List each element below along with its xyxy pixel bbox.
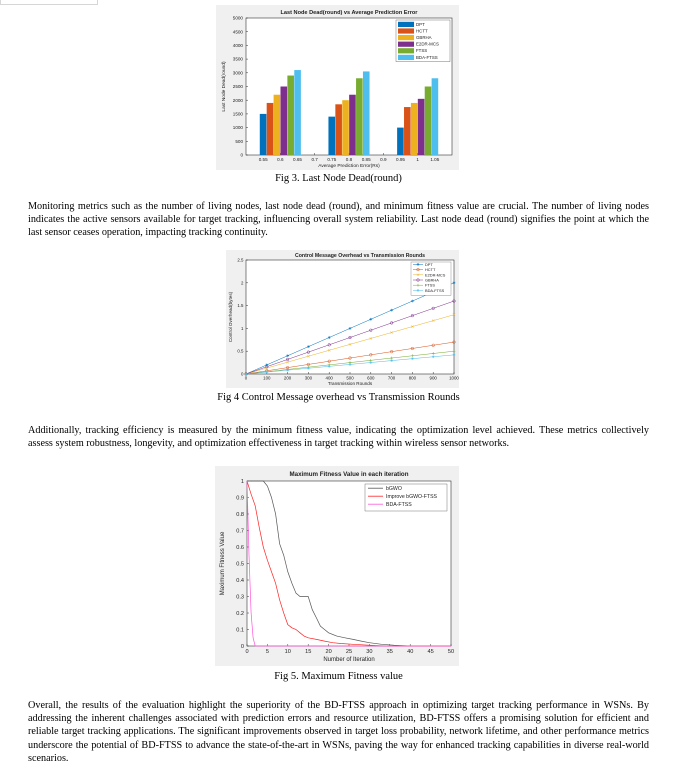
- bar: [411, 103, 418, 155]
- x-tick-label: 500: [346, 375, 354, 381]
- y-tick-label: 0.1: [236, 627, 244, 634]
- figure-3-caption: Fig 3. Last Node Dead(round): [275, 173, 402, 184]
- y-tick-label: 0.2: [236, 611, 244, 617]
- bar: [328, 117, 335, 155]
- data-point-marker: [417, 263, 420, 266]
- bar: [404, 107, 411, 155]
- x-tick-label: 40: [407, 649, 414, 655]
- bar: [397, 128, 404, 155]
- x-tick-label: 20: [325, 649, 332, 655]
- data-point-marker: [286, 354, 289, 357]
- bar: [363, 71, 370, 155]
- bar: [425, 87, 432, 156]
- x-tick-label: 700: [387, 375, 396, 381]
- x-axis-label: Number of Iteration: [323, 657, 375, 663]
- x-tick-label: 0.9: [380, 157, 387, 162]
- x-tick-label: 15: [305, 649, 312, 655]
- paragraph-tracking-efficiency: Additionally, tracking efficiency is measured by the minimum fitness value, indicating the optimization level achieved. These metrics collectively assess system robustness, longevity, and optimization effectiveness in target tracking within wireless sensor networks.: [28, 425, 649, 450]
- figure-4: [226, 250, 459, 388]
- figure-5-caption: Fig 5. Maximum Fitness value: [274, 671, 403, 682]
- x-tick-label: 900: [429, 375, 437, 381]
- legend-label: FTSS: [416, 48, 428, 54]
- legend-swatch: [398, 22, 414, 27]
- data-point-marker: [286, 369, 289, 372]
- x-tick-label: 0.6: [277, 157, 284, 162]
- x-tick-label: 1: [416, 157, 419, 162]
- legend-label: Improve bGWO-FTSS: [386, 494, 438, 500]
- x-tick-label: 0.75: [327, 157, 337, 162]
- paragraph-conclusion: Overall, the results of the evaluation highlight the superiority of the BD-FTSS approach in optimizing target tracking performance in WSNs. By addressing the inherent challenges associated with prediction errors and resource utilization, BD-FTSS offers a promising solution for efficient and reliable target tracking applications. The significant improvements observed in target loss probability, network lifetime, and other performance metrics underscore the potential of BD-FTSS to advance the state-of-the-art in WSNs, paving the way for enhanced tracking capabilities in diverse real-world scenarios.: [28, 700, 649, 764]
- x-tick-label: 800: [408, 375, 417, 381]
- y-tick-label: 0.6: [236, 545, 244, 551]
- y-tick-label: 0.9: [236, 495, 244, 502]
- y-tick-label: 1500: [232, 111, 243, 117]
- legend-label: E2DR-MCS: [425, 272, 446, 278]
- y-tick-label: 0: [240, 644, 244, 650]
- bar: [287, 76, 294, 155]
- data-point-marker: [369, 361, 372, 364]
- x-tick-label: 30: [366, 649, 373, 655]
- x-tick-label: 0.65: [293, 157, 302, 162]
- data-point-marker: [411, 300, 414, 303]
- x-tick-label: 35: [386, 649, 393, 655]
- line-chart-max-fitness: [215, 466, 459, 666]
- x-tick-label: 100: [263, 375, 271, 381]
- page-header-box: [0, 0, 98, 5]
- y-tick-label: 0.3: [236, 594, 244, 601]
- legend-label: GBRHA: [425, 277, 439, 283]
- bar: [280, 87, 287, 156]
- legend-label: FTSS: [425, 282, 435, 288]
- y-tick-label: 0.7: [236, 528, 244, 535]
- data-point-marker: [349, 327, 352, 330]
- y-tick-label: 0.8: [236, 512, 244, 518]
- legend-swatch: [398, 35, 414, 40]
- x-tick-label: 10: [284, 649, 291, 655]
- data-point-marker: [328, 365, 331, 368]
- data-point-marker: [328, 336, 331, 339]
- bar: [418, 99, 425, 155]
- data-point-marker: [349, 363, 352, 366]
- legend-swatch: [398, 28, 414, 33]
- bar: [349, 95, 356, 155]
- bar: [432, 78, 439, 155]
- legend-label: E2DR-MCS: [416, 41, 439, 47]
- y-tick-label: 5000: [232, 15, 243, 21]
- x-tick-label: 0.85: [361, 157, 371, 162]
- data-point-marker: [265, 371, 268, 374]
- legend-label: DPT: [416, 21, 425, 27]
- x-tick-label: 25: [345, 649, 353, 655]
- bar: [267, 103, 274, 155]
- bar: [335, 104, 342, 155]
- chart-title: Last Node Dead(round) vs Average Prediction Error: [280, 10, 418, 16]
- y-tick-label: 0.5: [236, 561, 244, 568]
- figure-5: [215, 466, 459, 666]
- bar: [260, 114, 267, 155]
- data-point-marker: [411, 357, 414, 360]
- x-tick-label: 0.7: [311, 157, 318, 162]
- y-axis-label: Control Overhead(bytes): [228, 291, 233, 343]
- chart-title: Control Message Overhead vs Transmission Rounds: [294, 253, 426, 259]
- y-tick-label: 0.5: [237, 348, 244, 354]
- x-tick-label: 5: [265, 649, 269, 655]
- x-tick-label: 600: [367, 375, 375, 381]
- legend-swatch: [398, 55, 414, 60]
- data-point-marker: [307, 345, 310, 348]
- line-chart-control-overhead: [226, 250, 459, 388]
- x-axis-label: Average Prediction Error(Rs): [318, 164, 380, 169]
- legend-label: BDA-FTSS: [425, 287, 445, 293]
- y-tick-label: 4000: [232, 43, 243, 48]
- x-tick-label: 0.55: [258, 157, 268, 162]
- data-point-marker: [453, 281, 456, 284]
- bar: [356, 78, 363, 155]
- figure-3: [216, 5, 459, 170]
- y-tick-label: 0.4: [236, 578, 244, 584]
- legend-label: HCTT: [416, 28, 428, 34]
- x-tick-label: 1000: [449, 375, 459, 381]
- legend-label: HCTT: [425, 267, 436, 273]
- y-tick-label: 0: [240, 152, 243, 158]
- legend-swatch: [398, 48, 414, 53]
- legend-label: bGWO: [386, 486, 402, 492]
- x-tick-label: 200: [283, 375, 292, 381]
- x-tick-label: 0.8: [345, 157, 353, 162]
- y-tick-label: 3000: [232, 70, 243, 76]
- figure-4-caption: Fig 4 Control Message overhead vs Transmission Rounds: [217, 392, 460, 403]
- data-point-marker: [390, 309, 393, 312]
- y-tick-label: 2: [241, 280, 244, 286]
- y-tick-label: 2500: [232, 84, 243, 90]
- y-tick-label: 3500: [232, 56, 243, 62]
- x-tick-label: 400: [325, 375, 333, 381]
- y-tick-label: 2.5: [237, 257, 244, 263]
- data-point-marker: [369, 318, 372, 321]
- x-axis-label: Transmission Rounds: [327, 381, 373, 386]
- paragraph-monitoring-metrics: Monitoring metrics such as the number of living nodes, last node dead (round), and minimum fitness value are crucial. The number of living nodes indicates the active sensors available for target tracking, influencing overall system reliability. Last node dead (round) signifies the point at which the last sensor ceases operation, impacting tracking continuity.: [28, 201, 649, 239]
- x-tick-label: 1.05: [430, 157, 440, 162]
- legend-label: DPT: [425, 261, 433, 267]
- bar: [294, 70, 301, 155]
- x-tick-label: 0: [244, 375, 248, 381]
- y-tick-label: 1: [240, 479, 244, 485]
- data-point-marker: [245, 373, 248, 376]
- y-axis-label: Last Node Dead(round): [222, 61, 227, 112]
- bar-chart-last-node-dead: [216, 5, 459, 170]
- bar: [342, 100, 349, 155]
- y-tick-label: 4500: [232, 29, 243, 35]
- y-tick-label: 500: [235, 138, 243, 144]
- legend-label: BDA-FTSS: [416, 54, 438, 60]
- chart-title: Maximum Fitness Value in each iteration: [289, 471, 409, 478]
- x-tick-label: 45: [427, 649, 434, 655]
- x-tick-label: 50: [447, 649, 455, 655]
- bar: [274, 95, 281, 155]
- data-point-marker: [432, 355, 435, 358]
- y-tick-label: 0: [241, 371, 244, 377]
- data-point-marker: [307, 367, 310, 370]
- legend-swatch: [398, 42, 414, 47]
- y-tick-label: 1.5: [237, 303, 244, 309]
- x-tick-label: 0.95: [396, 157, 405, 162]
- legend-label: GBRHA: [416, 35, 432, 40]
- legend-label: BDA-FTSS: [386, 502, 412, 508]
- x-tick-label: 0: [245, 649, 249, 655]
- data-point-marker: [453, 353, 456, 356]
- y-tick-label: 1: [241, 325, 244, 331]
- data-point-marker: [390, 359, 393, 362]
- y-tick-label: 1000: [232, 125, 243, 131]
- y-tick-label: 2000: [232, 97, 243, 103]
- y-axis-label: Maximum Fitness Value: [220, 531, 226, 596]
- x-tick-label: 300: [304, 375, 313, 381]
- data-point-marker: [417, 289, 420, 292]
